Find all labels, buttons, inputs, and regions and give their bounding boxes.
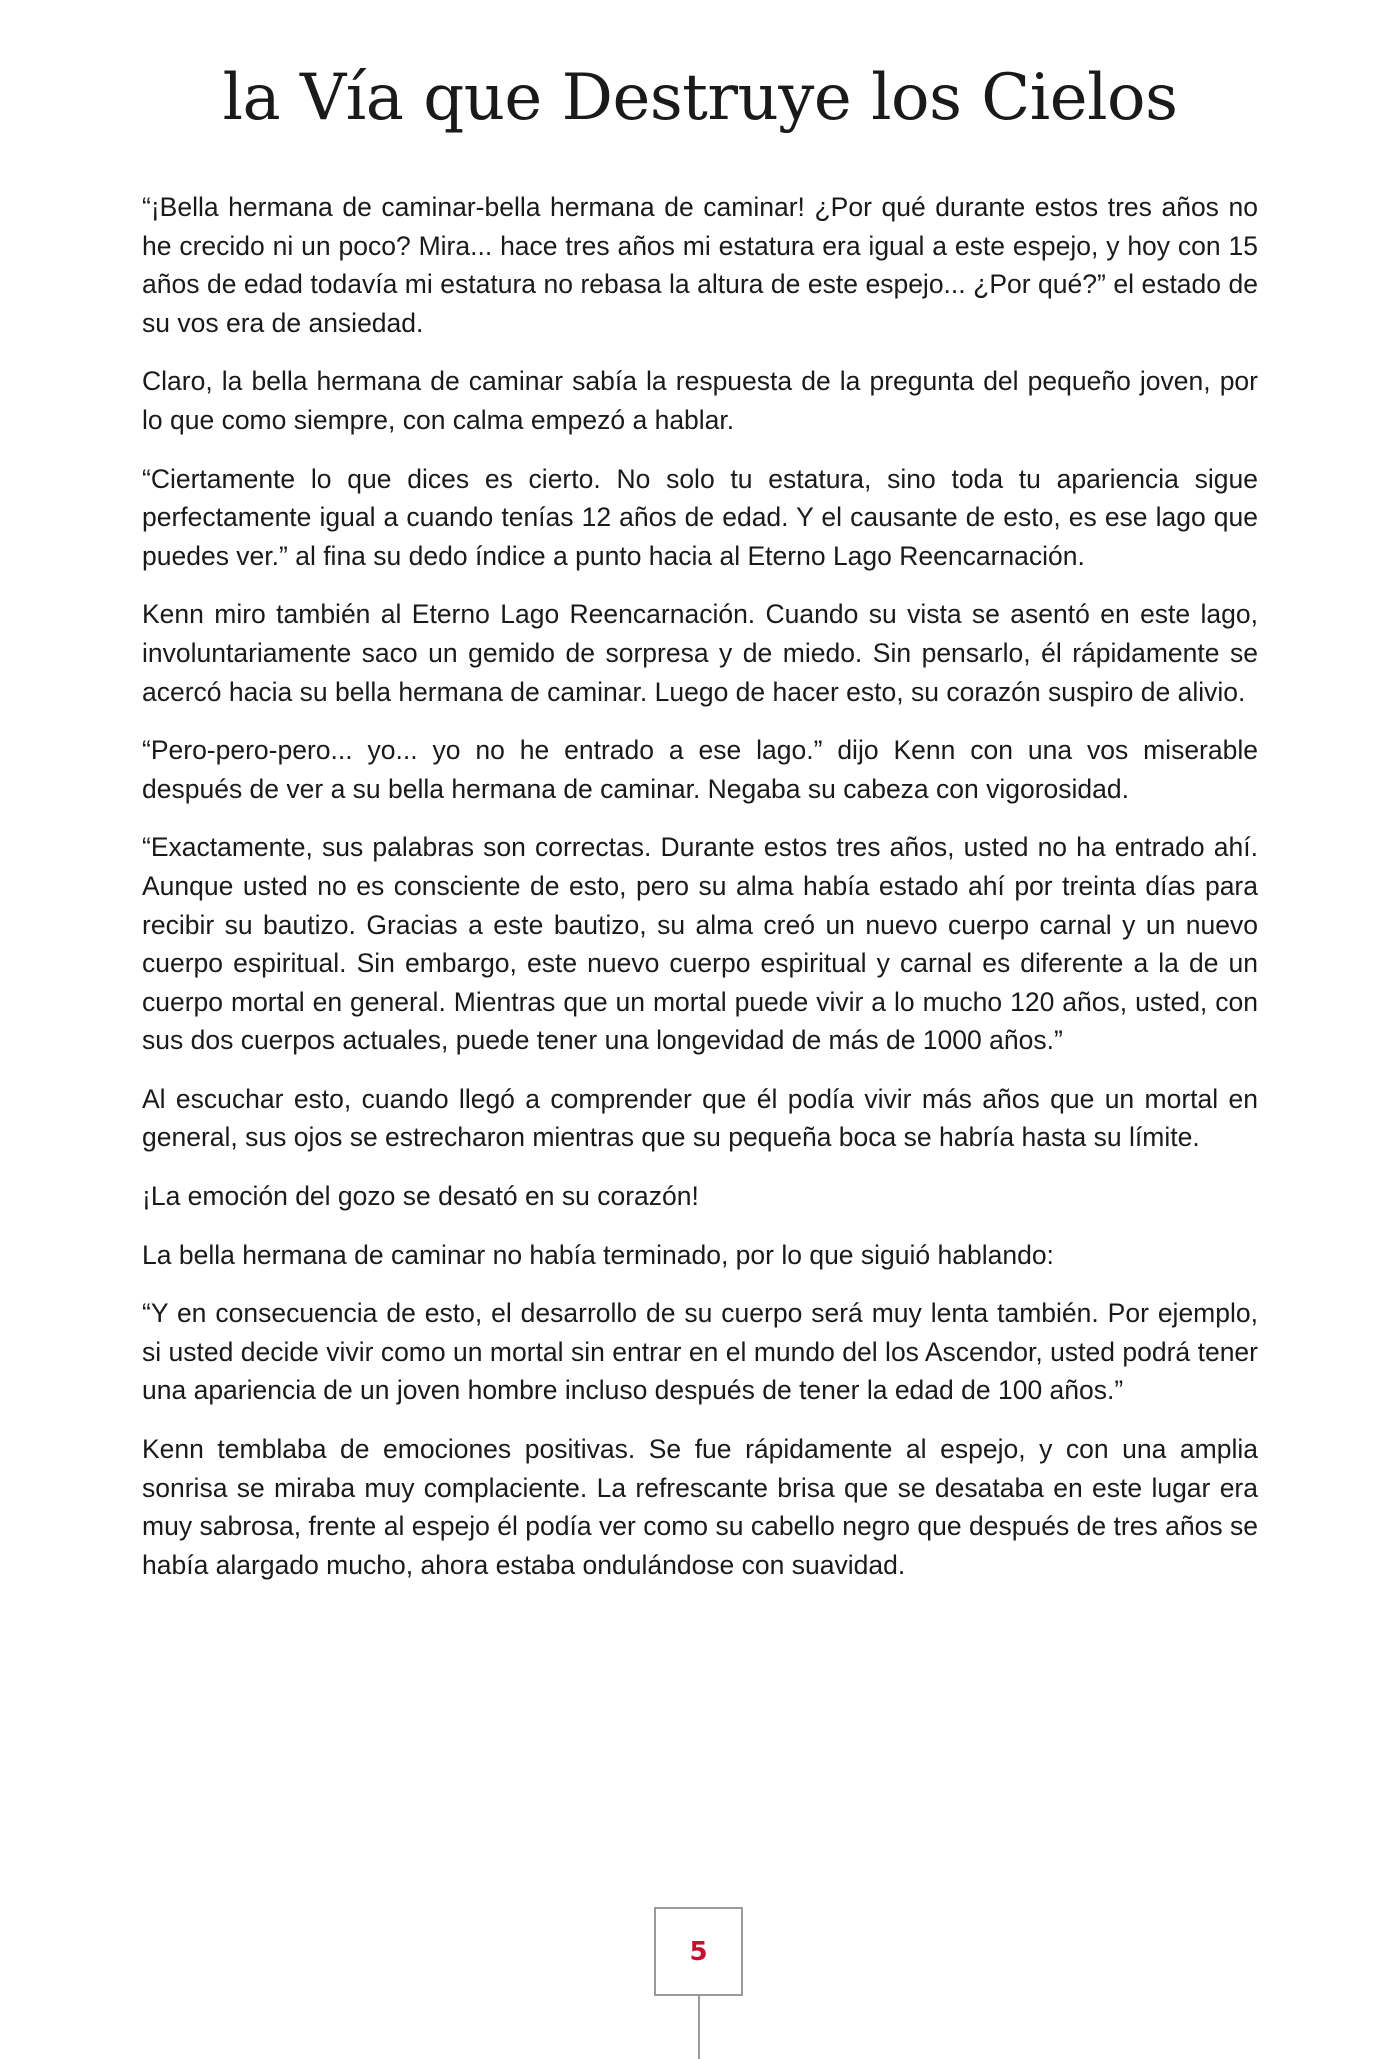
- paragraph: “Y en consecuencia de esto, el desarrollo de su cuerpo será muy lenta también. Por ejemplo, si usted decide vivir como un mortal sin entrar en el mundo del los Ascendor, usted podrá tener una apariencia de un joven hombre incluso después de tener la edad de 100 años.”: [142, 1298, 1258, 1406]
- paragraph: “Ciertamente lo que dices es cierto. No solo tu estatura, sino toda tu apariencia sigue perfectamente igual a cuando tenías 12 años de edad. Y el causante de esto, es ese lago que puedes ver.” al fina su dedo índice a punto hacia al Eterno Lago Reencarnación.: [142, 463, 1258, 571]
- paragraph: La bella hermana de caminar no había terminado, por lo que siguió hablando:: [142, 1239, 1054, 1270]
- body-text: [142, 188, 1258, 1604]
- paragraph: Al escuchar esto, cuando llegó a comprender que él podía vivir más años que un mortal en general, sus ojos se estrecharon mientras que su pequeña boca se habría hasta su límite.: [142, 1083, 1258, 1153]
- paragraph: “Exactamente, sus palabras son correctas. Durante estos tres años, usted no ha entrado ahí. Aunque usted no es consciente de esto, pero su alma había estado ahí por treinta días para recibir su bautizo. Gracias a este bautizo, su alma creó un nuevo cuerpo carnal y un nuevo cuerpo espiritual. Sin embargo, este nuevo cuerpo espiritual y carnal es diferente a la de un cuerpo mortal en general. Mientras que un mortal puede vivir a lo mucho 120 años, usted, con sus dos cuerpos actuales, puede tener una longevidad de más de 1000 años.”: [142, 832, 1258, 1056]
- page-number-box: [654, 1907, 743, 1996]
- paragraph: “¡Bella hermana de caminar-bella hermana de caminar! ¿Por qué durante estos tres años no he crecido ni un poco? Mira... hace tres años mi estatura era igual a este espejo, y hoy con 15 años de edad todavía mi estatura no rebasa la altura de este espejo... ¿Por qué?” el estado de su vos era de ansiedad.: [142, 192, 1258, 338]
- paragraph: Kenn temblaba de emociones positivas. Se fue rápidamente al espejo, y con una amplia sonrisa se miraba muy complaciente. La refrescante brisa que se desataba en este lugar era muy sabrosa, frente al espejo él podía ver como su cabello negro que después de tres años se había alargado mucho, ahora estaba ondulándose con suavidad.: [142, 1434, 1258, 1580]
- page-number: 5: [689, 1936, 708, 1967]
- paragraph: “Pero-pero-pero... yo... yo no he entrado a ese lago.” dijo Kenn con una vos miserable después de ver a su bella hermana de caminar. Negaba su cabeza con vigorosidad.: [142, 735, 1258, 804]
- paragraph: Claro, la bella hermana de caminar sabía la respuesta de la pregunta del pequeño joven, por lo que como siempre, con calma empezó a hablar.: [142, 366, 1258, 435]
- page-title: la Vía que Destruye los Cielos: [222, 61, 1178, 135]
- paragraph: Kenn miro también al Eterno Lago Reencarnación. Cuando su vista se asentó en este lago, involuntariamente saco un gemido de sorpresa y de miedo. Sin pensarlo, él rápidamente se acercó hacia su bella hermana de caminar. Luego de hacer esto, su corazón suspiro de alivio.: [142, 599, 1258, 707]
- paragraph: ¡La emoción del gozo se desató en su corazón!: [142, 1181, 699, 1212]
- page-number-connector: [698, 1996, 700, 2059]
